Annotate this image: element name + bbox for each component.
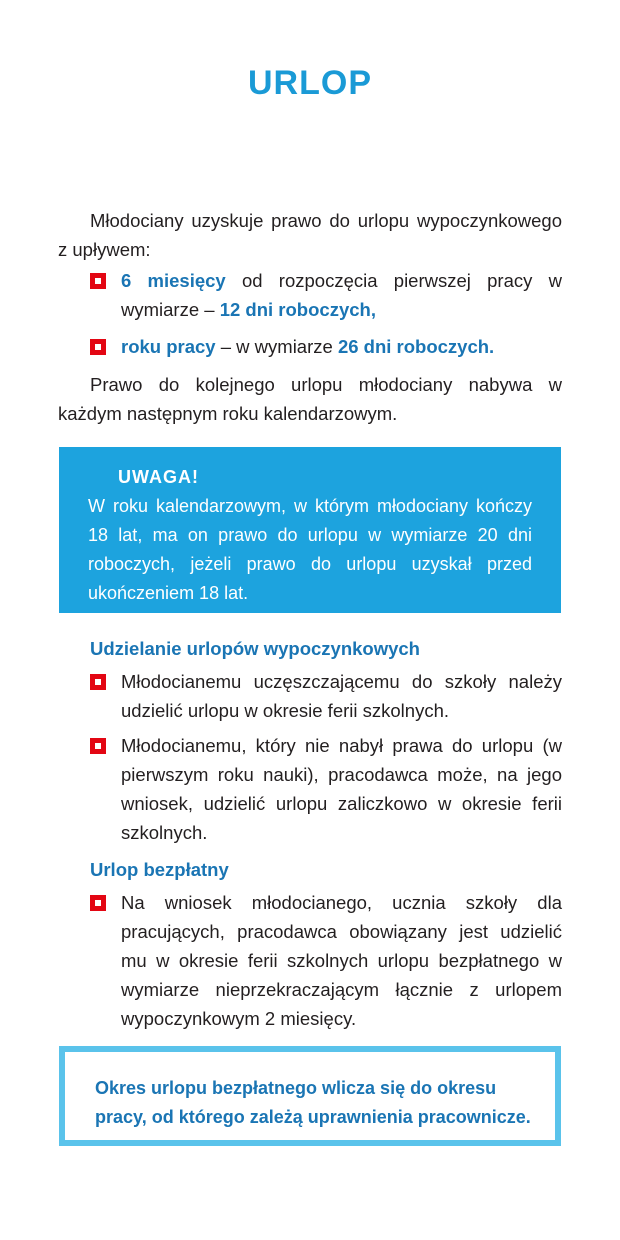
item-text: Młodocianemu uczęszczającemu do szkoły należy udzielić urlopu w okresie ferii szkolnych. [121, 671, 562, 721]
section1-list [58, 667, 562, 847]
square-bullet-icon [90, 895, 106, 911]
highlight-text: 12 dni roboczych, [219, 299, 376, 320]
notice-title: UWAGA! [118, 467, 199, 487]
section2-list [58, 888, 562, 1033]
list-item [58, 888, 562, 1033]
intro-paragraph: Młodociany uzyskuje prawo do urlopu wypoczynkowego z upływem: [58, 210, 562, 260]
item-text: Na wniosek młodocianego, ucznia szkoły dla pracujących, pracodawca obowiązany jest udzielić mu w okresie ferii szkolnych urlopu bezpłatnego w wymiarze nieprzekraczającym łącznie z urlopem wypoczynkowym 2 miesięcy. [121, 892, 562, 1029]
section-heading: Urlop bezpłatny [90, 859, 229, 880]
square-bullet-icon [90, 674, 106, 690]
square-bullet-icon [90, 273, 106, 289]
list-item [58, 731, 562, 847]
highlight-text: roku pracy [121, 336, 216, 357]
item-text: od rozpoczęcia pierwszej pracy w wymiarze – [121, 270, 562, 320]
next-year-paragraph: Prawo do kolejnego urlopu młodociany nabywa w każdym następnym roku kalendarzowym. [58, 374, 562, 424]
highlight-text: 26 dni roboczych. [337, 336, 495, 357]
item-text: Młodocianemu, który nie nabył prawa do urlopu (w pierwszym roku nauki), pracodawca może, na jego wniosek, udzielić urlopu zaliczkowo w okresie ferii szkolnych. [121, 735, 562, 843]
square-bullet-icon [90, 738, 106, 754]
intro-list [58, 266, 562, 361]
page-title: URLOP [248, 64, 372, 102]
list-item [58, 332, 562, 361]
info-box [59, 1046, 561, 1146]
list-item [58, 667, 562, 725]
highlight-text: 6 miesięcy [121, 270, 226, 291]
item-text: – w wymiarze [215, 336, 338, 357]
section-heading: Udzielanie urlopów wypoczynkowych [90, 638, 420, 659]
list-item [58, 266, 562, 324]
square-bullet-icon [90, 339, 106, 355]
notice-text: W roku kalendarzowym, w którym młodociany kończy 18 lat, ma on prawo do urlopu w wymiarze 20 dni roboczych, jeżeli prawo do urlopu uzyskał przed ukończeniem 18 lat. [88, 496, 532, 603]
info-box-text: Okres urlopu bezpłatnego wlicza się do okresu pracy, od którego zależą uprawnienia pracownicze. [95, 1078, 531, 1127]
notice-box [59, 447, 561, 613]
